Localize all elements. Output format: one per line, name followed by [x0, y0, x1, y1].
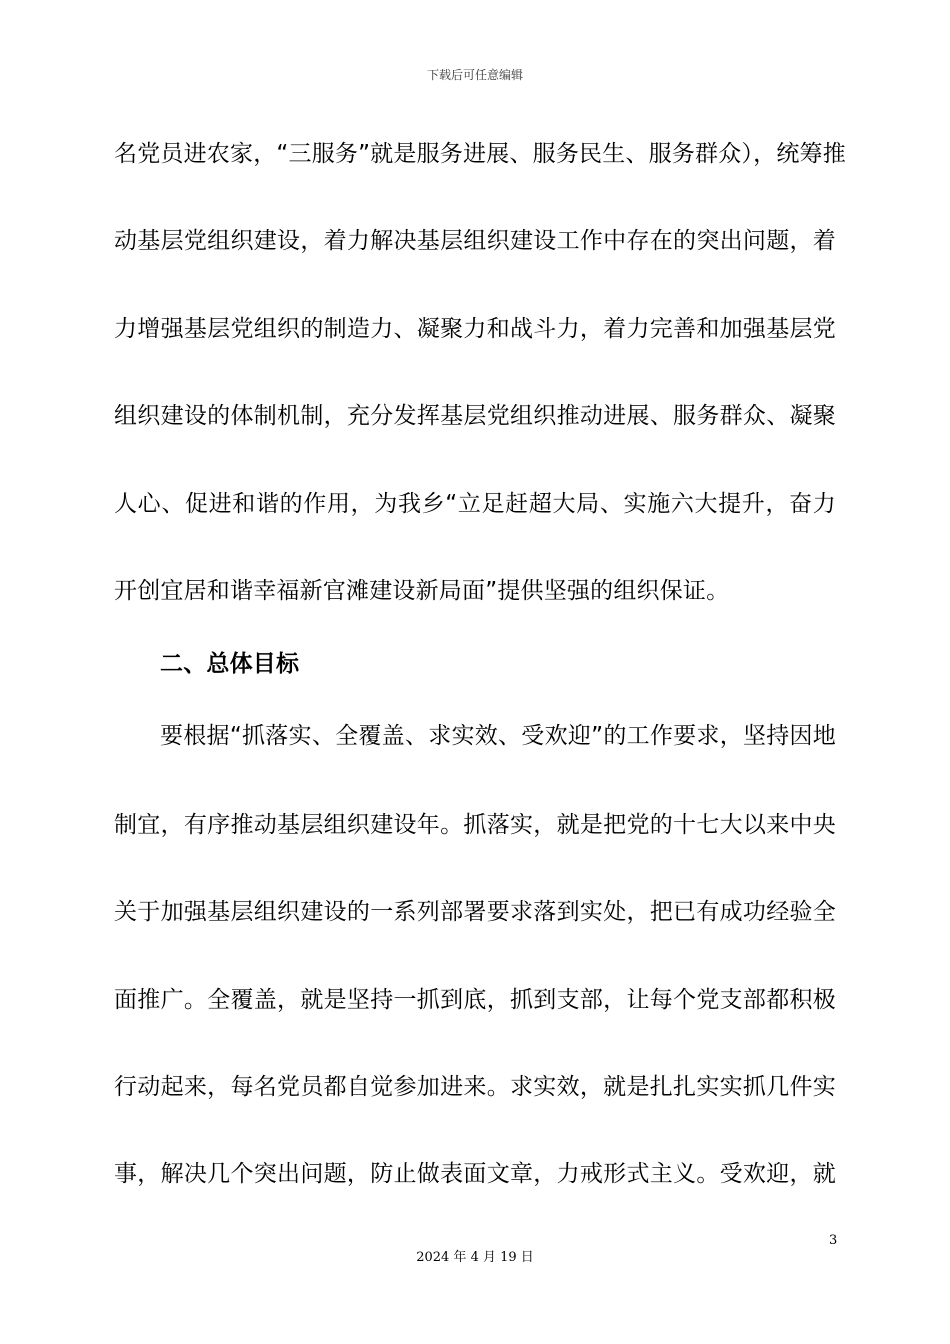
paragraph-line: 名党员进农家，“三服务”就是服务进展、服务民生、服务群众），统筹推 — [114, 141, 846, 167]
paragraph-line: 开创宜居和谐幸福新官滩建设新局面”提供坚强的组织保证。 — [114, 578, 730, 604]
page-number: 3 — [829, 1233, 838, 1248]
page-footer-date: 2024 年 4 月 19 日 — [416, 1250, 534, 1265]
paragraph-line: 关于加强基层组织建设的一系列部署要求落到实处，把已有成功经验全 — [114, 899, 836, 925]
paragraph-line: 力增强基层党组织的制造力、凝聚力和战斗力，着力完善和加强基层党 — [114, 316, 836, 342]
paragraph-line: 行动起来，每名党员都自觉参加进来。求实效，就是扎扎实实抓几件实 — [114, 1074, 836, 1100]
paragraph-line: 组织建设的体制机制，充分发挥基层党组织推动进展、服务群众、凝聚 — [114, 403, 836, 429]
page-header: 下载后可任意编辑 — [426, 68, 523, 82]
paragraph-line: 动基层党组织建设，着力解决基层组织建设工作中存在的突出问题，着 — [114, 228, 836, 254]
paragraph-line: 面推广。全覆盖，就是坚持一抓到底，抓到支部，让每个党支部都积极 — [114, 987, 836, 1013]
paragraph-line: 人心、促进和谐的作用，为我乡“立足赶超大局、实施六大提升，奋力 — [114, 491, 836, 517]
paragraph-line: 要根据“抓落实、全覆盖、求实效、受欢迎”的工作要求，坚持因地 — [160, 723, 836, 749]
paragraph-line: 事，解决几个突出问题，防止做表面文章，力戒形式主义。受欢迎，就 — [114, 1161, 836, 1187]
section-heading: 二、总体目标 — [160, 651, 300, 677]
paragraph-line: 制宜，有序推动基层组织建设年。抓落实，就是把党的十七大以来中央 — [114, 812, 836, 838]
